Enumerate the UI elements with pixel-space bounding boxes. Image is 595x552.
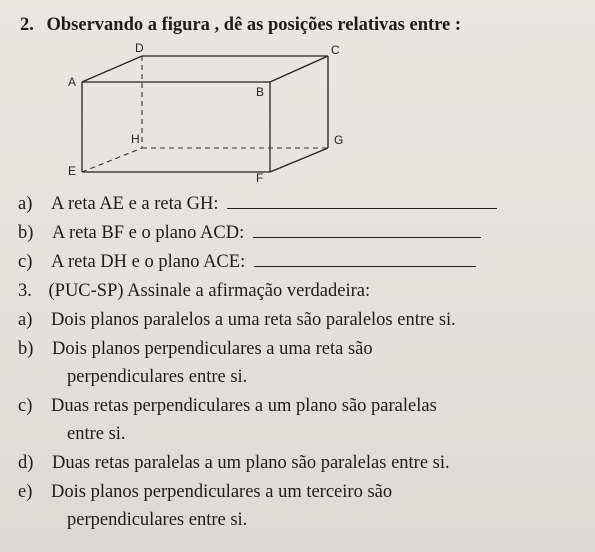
question-2-title [20, 14, 461, 36]
label-G: G [334, 133, 344, 147]
label-A: A [68, 75, 77, 89]
question-text: (PUC-SP) Assinale a afirmação verdadeira: [48, 281, 371, 301]
label-D: D [135, 41, 144, 55]
q2-item-c [18, 251, 476, 273]
question-number: 3. [18, 281, 32, 301]
q3-option-c-continued: entre si. [67, 424, 126, 444]
q3-option-d [18, 452, 450, 474]
option-letter: d) [18, 453, 34, 473]
question-number: 2. [20, 15, 34, 35]
question-text: Observando a figura , dê as posições relativas entre : [46, 15, 462, 35]
item-text: A reta BF e o plano ACD: [52, 223, 245, 243]
label-H: H [131, 132, 140, 146]
q3-option-b [18, 338, 373, 360]
question-3-title [18, 280, 370, 302]
q3-option-e-continued: perpendiculares entre si. [67, 510, 248, 530]
option-text: Dois planos paralelos a uma reta são paralelos entre si. [51, 310, 456, 330]
label-B: B [256, 85, 265, 99]
label-E: E [68, 164, 77, 178]
item-text: A reta DH e o plano ACE: [51, 252, 246, 272]
q2-item-a [18, 193, 497, 215]
q3-option-e [18, 481, 392, 503]
q3-option-c [18, 395, 437, 417]
option-text: Duas retas perpendiculares a um plano são paralelas [51, 396, 437, 416]
q3-option-b-continued: perpendiculares entre si. [67, 367, 248, 387]
rectangular-prism-figure [60, 40, 360, 200]
answer-blank-a[interactable] [227, 194, 497, 209]
option-text: Dois planos perpendiculares a um terceiro são [51, 482, 393, 502]
q2-item-b [18, 222, 481, 244]
option-letter: b) [18, 339, 34, 359]
label-C: C [331, 43, 340, 57]
option-letter: c) [18, 396, 33, 416]
option-text: Duas retas paralelas a um plano são paralelas entre si. [52, 453, 450, 473]
item-letter: c) [18, 252, 33, 272]
option-letter: a) [18, 310, 33, 330]
q3-option-a [18, 309, 456, 331]
answer-blank-c[interactable] [254, 252, 476, 267]
item-letter: b) [18, 223, 34, 243]
answer-blank-b[interactable] [253, 223, 481, 238]
item-text: A reta AE e a reta GH: [51, 194, 219, 214]
option-text: Dois planos perpendiculares a uma reta são [52, 339, 373, 359]
label-F: F [256, 171, 264, 185]
item-letter: a) [18, 194, 33, 214]
option-letter: e) [18, 482, 33, 502]
